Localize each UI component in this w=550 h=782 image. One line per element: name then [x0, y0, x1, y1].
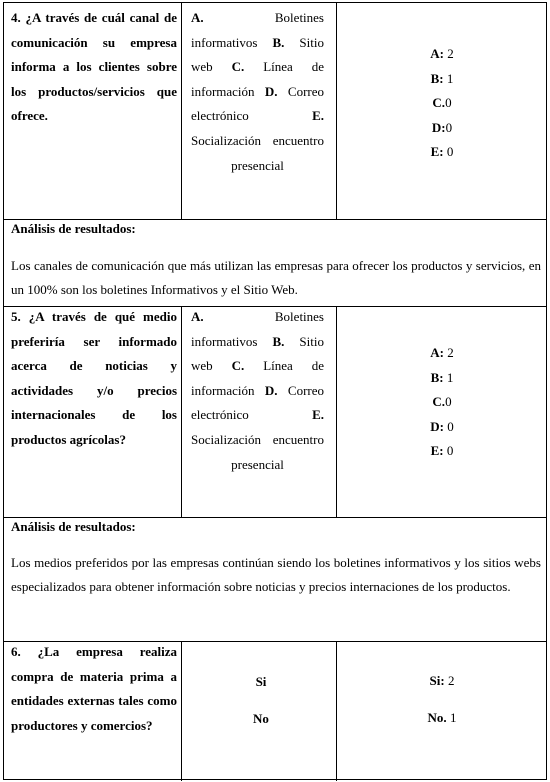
- row-divider: [4, 219, 546, 220]
- col-divider: [336, 306, 337, 517]
- option-si: Si: [255, 674, 267, 689]
- question-6: 6. ¿La empresa realiza compra de materia prima a entidades externas tales como productores y comercios?: [11, 644, 177, 733]
- col-divider: [181, 641, 182, 781]
- analysis-title: Análisis de resultados:: [11, 221, 136, 236]
- option-no: No: [253, 711, 269, 726]
- analysis-text: Los medios preferidos por las empresas continúan siendo los boletines informativos y los sitios webs especializados para obtener información sobre noticias y precios internaciones de los productos.: [11, 555, 541, 594]
- col-divider: [336, 3, 337, 219]
- analysis-title: Análisis de resultados:: [11, 519, 136, 534]
- col-divider: [181, 3, 182, 219]
- analysis-text: Los canales de comunicación que más utilizan las empresas para ofrecer los productos y servicios, en un 100% son los boletines Informativos y el Sitio Web.: [11, 258, 541, 297]
- question-5: 5. ¿A través de qué medio preferiría ser informado acerca de noticias y actividades y/o precios internacionales de los productos agrícolas?: [11, 309, 177, 447]
- row-divider: [4, 517, 546, 518]
- question-4: 4. ¿A través de cuál canal de comunicación su empresa informa a los clientes sobre los productos/servicios que ofrece.: [11, 10, 177, 124]
- survey-table: [3, 2, 547, 780]
- options-q4: A. Boletines informativos B. Sitio web C. Línea de información D. Correo electrónico E. Socialización encuentro presencial: [191, 10, 324, 173]
- results-q4: A: 2 B: 1 C.0 D:0 E: 0: [430, 46, 454, 160]
- col-divider: [181, 306, 182, 517]
- results-q5: A: 2 B: 1 C.0 D: 0 E: 0: [430, 345, 454, 459]
- results-q6: Si: 2 No. 1: [427, 673, 457, 725]
- options-q5: A. Boletines informativos B. Sitio web C. Línea de información D. Correo electrónico E. Socialización encuentro presencial: [191, 309, 324, 472]
